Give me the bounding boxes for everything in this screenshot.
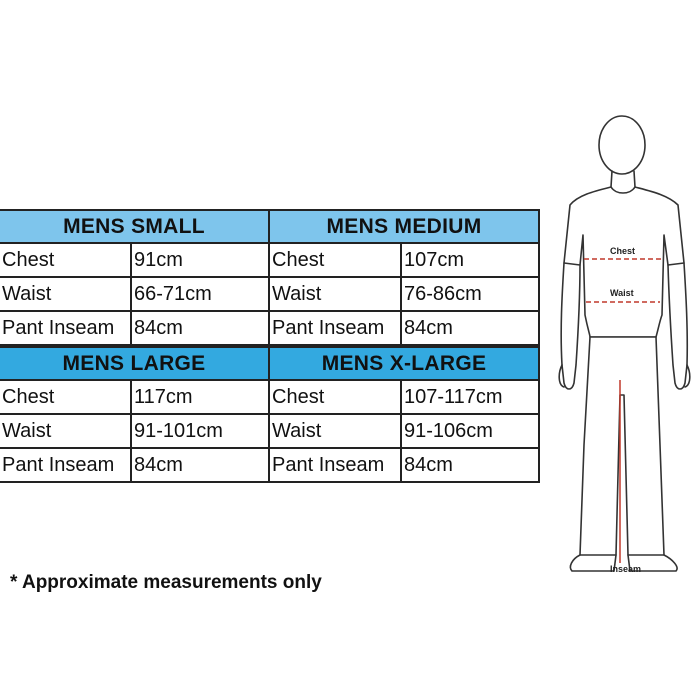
inseam-label: Pant Inseam <box>0 448 131 482</box>
table-row <box>0 380 269 414</box>
chest-label: Chest <box>0 243 131 277</box>
mens-xlarge-header: MENS X-LARGE <box>269 347 539 380</box>
waist-value: 91-101cm <box>131 414 269 448</box>
inseam-value: 84cm <box>401 311 539 345</box>
waist-value: 76-86cm <box>401 277 539 311</box>
waist-value: 66-71cm <box>131 277 269 311</box>
body-measurement-figure <box>550 115 700 585</box>
table-row <box>0 414 269 448</box>
inseam-label: Pant Inseam <box>0 311 131 345</box>
chest-value: 107cm <box>401 243 539 277</box>
waist-figure-label: Waist <box>610 288 634 298</box>
table-row <box>0 277 269 311</box>
table-row <box>269 277 539 311</box>
waist-label: Waist <box>269 277 401 311</box>
chest-value: 117cm <box>131 380 269 414</box>
table-row <box>269 380 539 414</box>
inseam-figure-label: Inseam <box>610 564 642 574</box>
waist-label: Waist <box>0 414 131 448</box>
table-row <box>269 243 539 277</box>
chest-label: Chest <box>0 380 131 414</box>
chest-value: 91cm <box>131 243 269 277</box>
waist-label: Waist <box>0 277 131 311</box>
inseam-label: Pant Inseam <box>269 448 401 482</box>
mens-small-header: MENS SMALL <box>0 210 269 243</box>
mens-medium-header: MENS MEDIUM <box>269 210 539 243</box>
mens-large-table <box>0 346 270 483</box>
table-row <box>269 311 539 345</box>
inseam-value: 84cm <box>131 448 269 482</box>
table-row <box>269 448 539 482</box>
chest-label: Chest <box>269 380 401 414</box>
chest-figure-label: Chest <box>610 246 636 256</box>
waist-value: 91-106cm <box>401 414 539 448</box>
mens-medium-table <box>268 209 540 346</box>
inseam-label: Pant Inseam <box>269 311 401 345</box>
table-row <box>269 414 539 448</box>
inseam-value: 84cm <box>401 448 539 482</box>
chest-value: 107-117cm <box>401 380 539 414</box>
table-row <box>0 448 269 482</box>
mens-large-header: MENS LARGE <box>0 347 269 380</box>
table-row <box>0 243 269 277</box>
body-outline <box>559 116 690 571</box>
inseam-value: 84cm <box>131 311 269 345</box>
approximate-measurements-note: * Approximate measurements only <box>10 572 322 593</box>
mens-small-table <box>0 209 270 346</box>
waist-label: Waist <box>269 414 401 448</box>
chest-label: Chest <box>269 243 401 277</box>
mens-xlarge-table <box>268 346 540 483</box>
table-row <box>0 311 269 345</box>
